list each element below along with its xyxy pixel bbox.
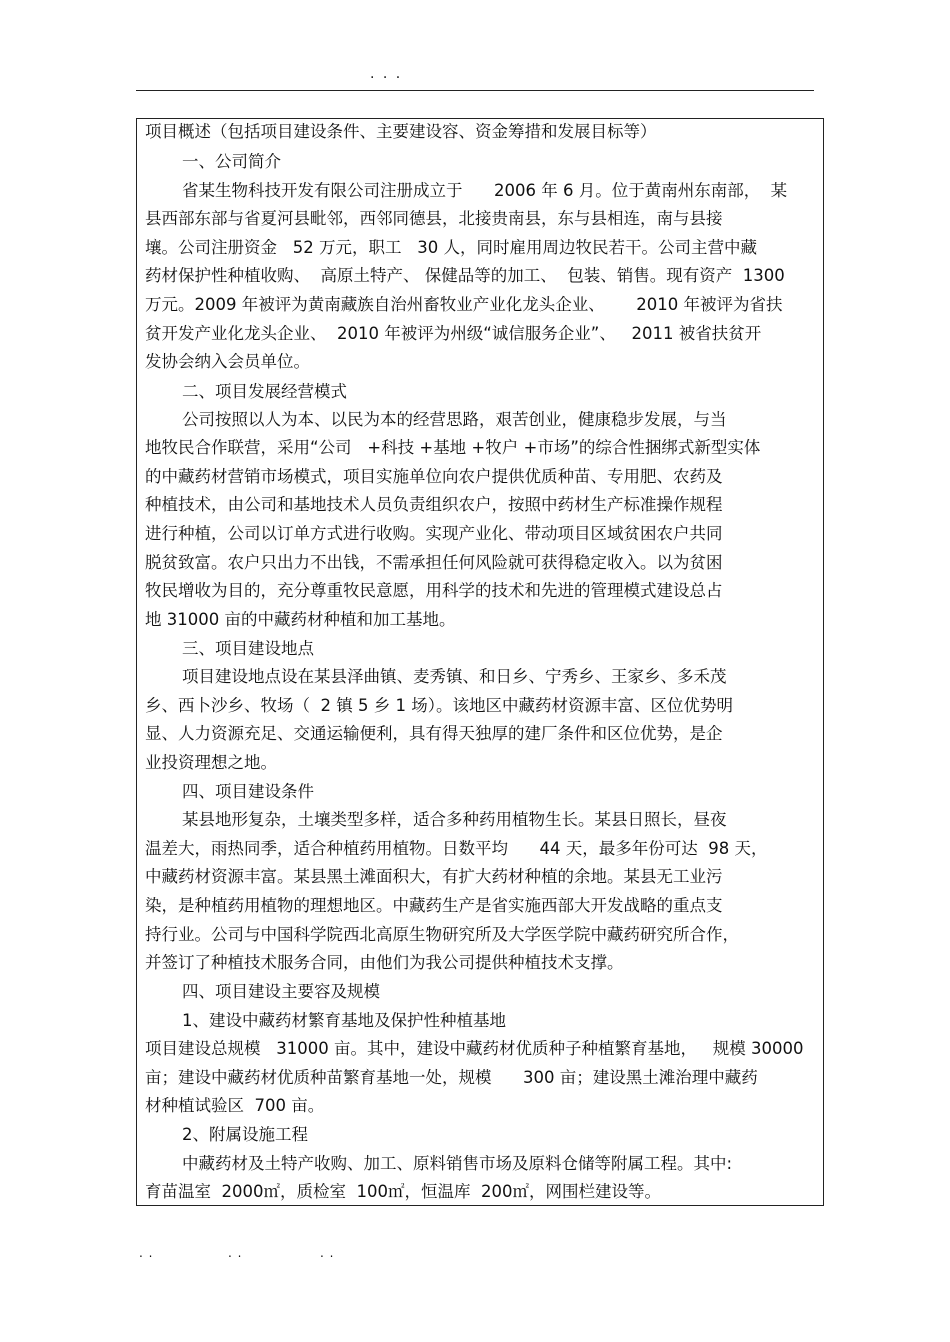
heading-company-intro: 一、公司简介 [182,152,281,171]
paragraph-line: 持行业。公司与中国科学院西北高原生物研究所及大学医学院中藏药研究所合作， [145,925,739,944]
paragraph-line: 县西部东部与省夏河县毗邻，西邻同德县，北接贵南县，东与县相连，南与县接 [145,209,723,228]
paragraph-line: 中藏药材及土特产收购、加工、原料销售市场及原料仓储等附属工程。其中: [182,1154,733,1173]
paragraph-line: 牧民增收为目的，充分尊重牧民意愿，用科学的技术和先进的管理模式建设总占 [145,581,723,600]
subheading-breeding-base: 1、建设中藏药材繁育基地及保护性种植基地 [182,1011,506,1030]
paragraph-line: 中藏药材资源丰富。某县黑土滩面积大，有扩大药材种植的余地。某县无工业污 [145,867,723,886]
section-heading-overview: 项目概述（包括项目建设条件、主要建设容、资金筹措和发展目标等） [145,122,657,141]
heading-business-model: 二、项目发展经营模式 [182,382,347,401]
paragraph-line: 药材保护性种植收购、 高原土特产、 保健品等的加工、 包装、销售。现有资产 1300 [145,266,785,285]
paragraph-line: 脱贫致富。农户只出力不出钱，不需承担任何风险就可获得稳定收入。以为贫困 [145,553,723,572]
paragraph-line: 的中藏药材营销市场模式，项目实施单位向农户提供优质种苗、专用肥、农药及 [145,467,723,486]
paragraph-line: 地牧民合作联营，采用“公司 +科技 +基地 +牧户 +市场”的综合性捆绑式新型实体 [145,438,761,457]
paragraph-line: 发协会纳入会员单位。 [145,352,310,371]
footer-dots: . . [228,1246,243,1260]
heading-location: 三、项目建设地点 [182,639,314,658]
footer-dots: . . [320,1246,335,1260]
heading-conditions: 四、项目建设条件 [182,782,314,801]
paragraph-line: 育苗温室 2000㎡，质检室 100㎡，恒温库 200㎡，网围栏建设等。 [145,1182,661,1201]
paragraph-line: 某县地形复杂，土壤类型多样，适合多种药用植物生长。某县日照长，昼夜 [182,810,727,829]
paragraph-line: 种植技术，由公司和基地技术人员负责组织农户，按照中药材生产标准操作规程 [145,495,723,514]
paragraph-line: 并签订了种植技术服务合同，由他们为我公司提供种植技术支撑。 [145,953,624,972]
paragraph-line: 项目建设地点设在某县泽曲镇、麦秀镇、和日乡、宁秀乡、王家乡、多禾茂 [182,667,727,686]
paragraph-line: 材种植试验区 700 亩。 [145,1096,325,1115]
paragraph-line: 进行种植，公司以订单方式进行收购。实现产业化、带动项目区域贫困农户共同 [145,524,723,543]
paragraph-line: 乡、西卜沙乡、牧场（ 2 镇 5 乡 1 场）。该地区中藏药材资源丰富、区位优势明 [145,696,733,715]
paragraph-line: 贫开发产业化龙头企业、 2010 年被评为州级“诚信服务企业”、 2011 被省扶贫开 [145,324,762,343]
paragraph-line: 项目建设总规模 31000 亩。其中，建设中藏药材优质种子种植繁育基地， 规模 30000 [145,1039,804,1058]
paragraph-line: 温差大，雨热同季，适合种植药用植物。日数平均 44 天，最多年份可达 98 天， [145,839,768,858]
paragraph-line: 业投资理想之地。 [145,753,277,772]
paragraph-line: 壤。公司注册资金 52 万元，职工 30 人，同时雇用周边牧民若干。公司主营中藏 [145,238,757,257]
paragraph-line: 省某生物科技开发有限公司注册成立于 2006 年 6 月。位于黄南州东南部， 某 [182,181,788,200]
paragraph-line: 亩；建设中藏药材优质种苗繁育基地一处，规模 300 亩；建设黑土滩治理中藏药 [145,1068,758,1087]
page-header-dots: . . . [370,66,403,82]
paragraph-line: 染，是种植药用植物的理想地区。中藏药生产是省实施西部大开发战略的重点支 [145,896,723,915]
paragraph-line: 地 31000 亩的中藏药材种植和加工基地。 [145,610,456,629]
paragraph-line: 显、人力资源充足、交通运输便利，具有得天独厚的建厂条件和区位优势，是企 [145,724,723,743]
footer-dots: . . [139,1246,154,1260]
paragraph-line: 万元。2009 年被评为黄南藏族自治州畜牧业产业化龙头企业、 2010 年被评为省扶 [145,295,783,314]
heading-scope: 四、项目建设主要容及规模 [182,982,380,1001]
header-rule [136,90,814,91]
subheading-facilities: 2、附属设施工程 [182,1125,308,1144]
paragraph-line: 公司按照以人为本、以民为本的经营思路，艰苦创业，健康稳步发展，与当 [182,410,727,429]
